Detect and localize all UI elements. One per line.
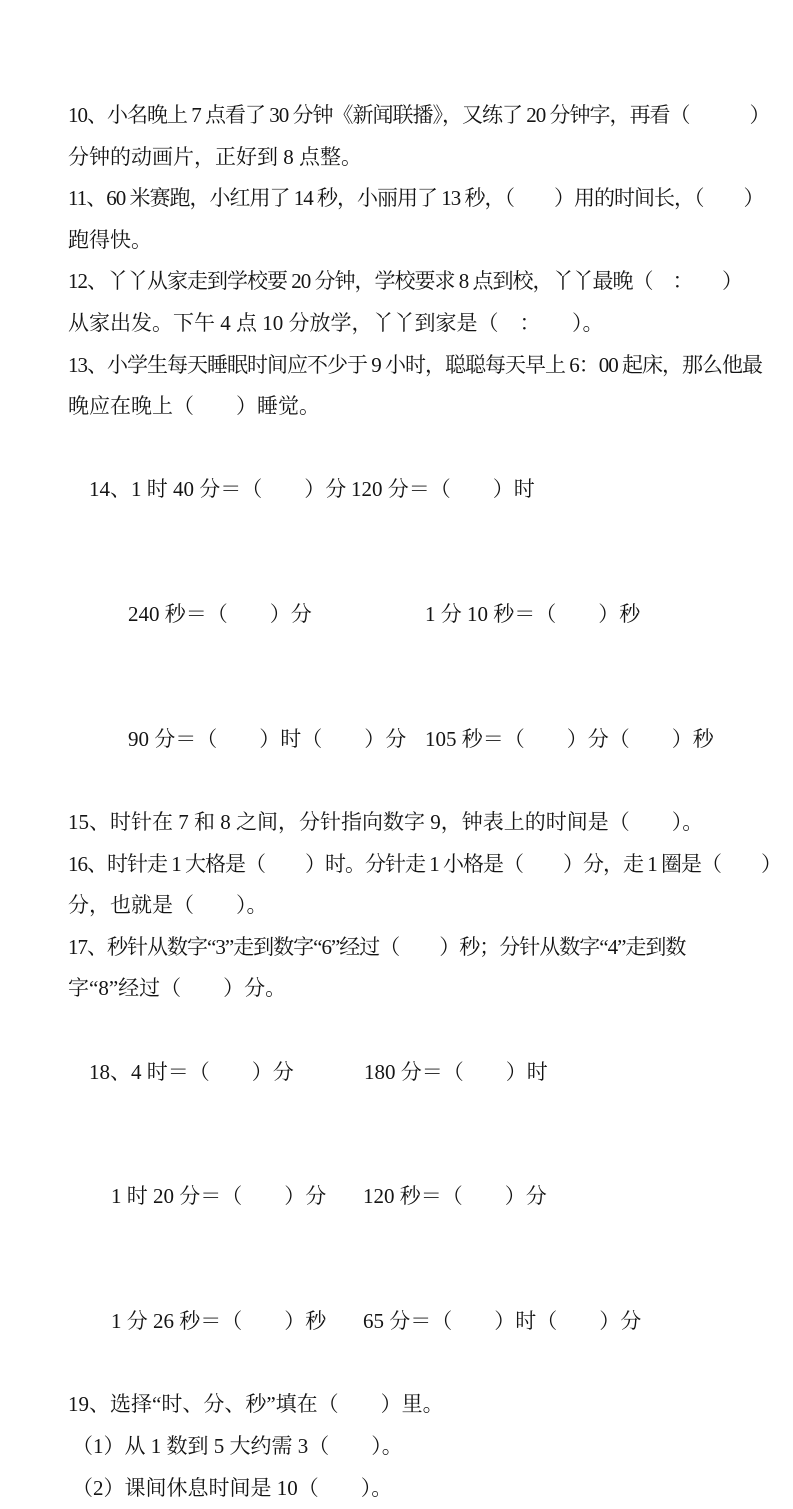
q13-line-2: 晚应在晚上（ ）睡觉。 xyxy=(68,394,320,419)
q19-line-1: 19、选择“时、分、秒”填在（ ）里。 xyxy=(68,1392,444,1417)
q14-row-2-right: 1 分 10 秒＝（ ）秒 xyxy=(425,602,641,627)
q18-row-1 xyxy=(68,1010,753,1135)
q17-line-1: 17、秒针从数字“3”走到数字“6”经过（ ）秒；分针从数字“4”走到数 xyxy=(68,934,686,959)
q18-row-1-left: 18、4 时＝（ ）分 xyxy=(89,1059,294,1084)
q14-row-1-left: 14、1 时 40 分＝（ ）分 xyxy=(89,477,347,502)
q14-row-1-right: 120 分＝（ ）时 xyxy=(351,477,535,502)
q19-sub-2: （2）课间休息时间是 10（ ）。 xyxy=(72,1475,393,1500)
q18-row-3 xyxy=(68,1260,753,1385)
q18-row-2-left: 1 时 20 分＝（ ）分 xyxy=(111,1184,327,1209)
q15-line-1: 15、时针在 7 和 8 之间，分针指向数字 9，钟表上的时间是（ ）。 xyxy=(68,810,704,835)
q14-row-3 xyxy=(68,677,753,802)
q14-row-2 xyxy=(68,553,753,678)
q11-line-2: 跑得快。 xyxy=(68,227,152,252)
q14-row-3-left: 90 分＝（ ）时（ ）分 xyxy=(128,726,407,751)
q12-line-2: 从家出发。下午 4 点 10 分放学，丫丫到家是（ ： ）。 xyxy=(68,310,604,335)
q12-line-1: 12、丫丫从家走到学校要 20 分钟，学校要求 8 点到校，丫丫最晚（ ： ） xyxy=(68,269,742,294)
q14-row-3-right: 105 秒＝（ ）分（ ）秒 xyxy=(425,726,714,751)
q16-line-2: 分，也就是（ ）。 xyxy=(68,893,268,918)
q14-row-1 xyxy=(68,428,753,553)
q11-line-1: 11、60 米赛跑，小红用了 14 秒，小丽用了 13 秒，（ ）用的时间长，（ ） xyxy=(68,186,764,211)
q14-row-2-left: 240 秒＝（ ）分 xyxy=(128,602,312,627)
q18-row-2 xyxy=(68,1135,753,1260)
q18-row-3-right: 65 分＝（ ）时（ ）分 xyxy=(363,1309,642,1334)
q18-row-3-left: 1 分 26 秒＝（ ）秒 xyxy=(111,1309,327,1334)
q17-line-2: 字“8”经过（ ）分。 xyxy=(68,976,287,1001)
q18-row-1-right: 180 分＝（ ）时 xyxy=(364,1059,548,1084)
q18-row-2-right: 120 秒＝（ ）分 xyxy=(363,1184,547,1209)
q19-sub-1: （1）从 1 数到 5 大约需 3（ ）。 xyxy=(72,1434,403,1458)
q13-line-1: 13、小学生每天睡眠时间应不少于 9 小时，聪聪每天早上 6：00 起床，那么他最 xyxy=(68,352,762,377)
q16-line-1: 16、时针走 1 大格是（ ）时。分针走 1 小格是（ ）分，走 1 圈是（ ） xyxy=(68,851,781,876)
q10-line-2: 分钟的动画片，正好到 8 点整。 xyxy=(68,144,362,169)
q10-line-1: 10、小名晚上 7 点看了 30 分钟《新闻联播》，又练了 20 分钟字，再看（ ） xyxy=(68,103,770,127)
